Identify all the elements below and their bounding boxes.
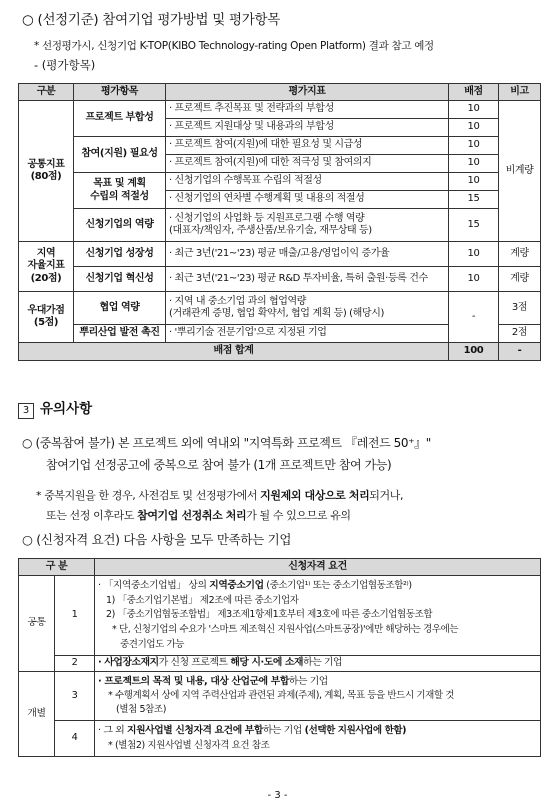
note-line2-post: 가 될 수 있으므로 유의 — [246, 509, 351, 522]
item-growth: 신청기업 성장성 — [74, 242, 166, 267]
score-r6: 15 — [449, 191, 499, 209]
para1-line2: 참여기업 선정공고에 중복으로 참여 불가 (1개 프로젝트만 참여 가능) — [46, 458, 392, 472]
req-4-bold2: (선택한 지원사업에 한함) — [304, 725, 407, 737]
item-project-fit: 프로젝트 부합성 — [74, 101, 166, 137]
score-r2: 10 — [449, 119, 499, 137]
req-1-sub3: * 단, 신청기업의 수요가 '스마트 제조혁신 지원사업(스마트공장)'에만 해당하는 경우에는 — [112, 624, 459, 636]
indicator-r1: · 프로젝트 추진목표 및 전략과의 부합성 — [166, 101, 449, 119]
header-score: 배점 — [449, 84, 499, 101]
req-number-4: 4 — [55, 721, 95, 756]
eligibility-table — [18, 558, 541, 757]
req-3-post: 하는 기업 — [288, 675, 328, 687]
req-1-sub2: 2) 「중소기업협동조합법」 제3조제1항제1호부터 제3호에 따른 중소기업협동조합 — [106, 609, 433, 621]
total-score: 100 — [449, 343, 499, 361]
score-r8: 10 — [449, 242, 499, 267]
indicator-r7: · 신청기업의 사업화 등 지원프로그램 수행 역량 (대표자/책임자, 주생산품/보유기술, 재무상태 등) — [166, 209, 449, 242]
req-1-sub4: 중견기업도 가능 — [120, 638, 185, 650]
group-bonus: 우대가점 (5점) — [19, 292, 74, 343]
item-collaboration: 협업 역량 — [74, 292, 166, 325]
page-number: - 3 - — [267, 790, 288, 801]
total-remark: - — [499, 343, 541, 361]
req-2-bold1: · 사업장소재지 — [98, 656, 159, 668]
req-2-post: 하는 기업 — [303, 656, 343, 668]
header-remark: 비고 — [499, 84, 541, 101]
indicator-r6: · 신청기업의 연차별 수행계획 및 내용의 적절성 — [166, 191, 449, 209]
indicator-r9: · 최근 3년('21~'23) 평균 R&D 투자비율, 특허 출원·등록 건수 — [166, 267, 449, 292]
req-1-pre: · 「지역중소기업법」 상의 — [98, 580, 210, 591]
score-r5: 10 — [449, 173, 499, 191]
item-capability: 신청기업의 역량 — [74, 209, 166, 242]
header-division: 구 분 — [19, 559, 95, 576]
score-bonus: - — [449, 292, 499, 343]
item-plan: 목표 및 계획 수립의 적절성 — [74, 173, 166, 209]
req-1-sub1: 1) 「중소기업기본법」 제2조에 따른 중소기업자 — [106, 594, 299, 606]
note-bold1: 지원제외 대상으로 처리 — [260, 489, 370, 502]
item-need: 참여(지원) 필요성 — [74, 137, 166, 173]
item-innovation: 신청기업 혁신성 — [74, 267, 166, 292]
req-4-pre: · 그 외 — [98, 725, 127, 737]
indicator-r10: · 지역 내 중소기업 과의 협업역량 (거래관계 증명, 협업 확약서, 협업 계획 등) (해당시) — [166, 292, 449, 325]
section-number-box: 3 — [18, 403, 34, 419]
indicator-r5: · 신청기업의 수행목표 수립의 적절성 — [166, 173, 449, 191]
total-label: 배점 합계 — [19, 343, 449, 361]
section-heading-selection-criteria: ○ (선정기준) 참여기업 평가방법 및 평가항목 — [22, 12, 280, 28]
remark-r9: 계량 — [499, 267, 541, 292]
req-2-mid: 가 신청 프로젝트 — [158, 656, 231, 668]
duplicate-note — [36, 486, 546, 526]
req-3-sub2: (별첨 5참조) — [116, 704, 167, 716]
req-4-bold: 지원사업별 신청자격 요건에 부합 — [127, 725, 263, 737]
group-common: 공통지표 (80점) — [19, 101, 74, 242]
indicator-r4: · 프로젝트 참여(지원)에 대한 적극성 및 참여의지 — [166, 155, 449, 173]
evaluation-items-subheading: - (평가항목) — [34, 58, 96, 72]
score-r3: 10 — [449, 137, 499, 155]
note-mid: 되거나, — [369, 489, 404, 502]
score-r1: 10 — [449, 101, 499, 119]
header-item: 평가항목 — [74, 84, 166, 101]
req-4-mid: 하는 기업 — [262, 725, 305, 737]
req-2-bold2: 해당 시·도에 소재 — [230, 656, 304, 668]
remark-r11: 2점 — [499, 325, 541, 343]
header-indicator: 평가지표 — [166, 84, 449, 101]
indicator-r8: · 최근 3년('21~'23) 평균 매출/고용/영업이익 증가율 — [166, 242, 449, 267]
duplicate-participation-paragraph — [22, 432, 542, 476]
section-heading-notes — [18, 397, 92, 419]
req-1-bold: 지역중소기업 — [209, 580, 264, 591]
indicator-r11: · '뿌리기술 전문기업'으로 지정된 기업 — [166, 325, 449, 343]
req-number-1: 1 — [55, 576, 95, 656]
group-individual-req: 개별 — [19, 671, 55, 756]
note-pre: * 중복지원을 한 경우, 사전검토 및 선정평가에서 — [36, 489, 261, 502]
req-3-sub1: * 수행계획서 상에 지역 주력산업과 관련된 과제(주제), 계획, 목표 등을 반드시 기재할 것 — [108, 689, 455, 701]
req-number-3: 3 — [55, 671, 95, 721]
evaluation-table — [18, 83, 541, 361]
remark-common: 비계량 — [499, 101, 541, 242]
header-requirements: 신청자격 요건 — [95, 559, 541, 576]
req-3 — [95, 671, 541, 721]
score-r9: 10 — [449, 267, 499, 292]
req-1-post: (중소기업¹⁾ 또는 중소기업협동조합²⁾) — [263, 580, 412, 591]
group-regional: 지역 자율지표 (20점) — [19, 242, 74, 292]
score-r4: 10 — [449, 155, 499, 173]
req-4 — [95, 721, 541, 756]
indicator-r3: · 프로젝트 참여(지원)에 대한 필요성 및 시급성 — [166, 137, 449, 155]
req-number-2: 2 — [55, 655, 95, 671]
para1-line1: ○ (중복참여 불가) 본 프로젝트 외에 역내외 "지역특화 프로젝트 『레전드 50⁺』" — [22, 436, 431, 450]
notes-title: 유의사항 — [40, 401, 93, 417]
header-category: 구분 — [19, 84, 74, 101]
req-2 — [95, 655, 541, 671]
note-bold2: 참여기업 선정취소 처리 — [137, 509, 247, 522]
remark-r8: 계량 — [499, 242, 541, 267]
item-root-industry: 뿌리산업 발전 촉진 — [74, 325, 166, 343]
score-r7: 15 — [449, 209, 499, 242]
req-4-sub1: * (별첨2) 지원사업별 신청자격 요건 참조 — [108, 739, 270, 751]
req-3-bold: · 프로젝트의 목적 및 내용, 대상 산업군에 부합 — [98, 675, 289, 687]
remark-r10: 3점 — [499, 292, 541, 325]
note-line2-pre: 또는 선정 이후라도 — [46, 509, 138, 522]
k-top-note: * 선정평가시, 신청기업 K-TOP(KIBO Technology-rating Open Platform) 결과 참고 예정 — [34, 40, 434, 52]
req-1 — [95, 576, 541, 656]
group-common-req: 공통 — [19, 576, 55, 672]
eligibility-heading: ○ (신청자격 요건) 다음 사항을 모두 만족하는 기업 — [22, 532, 292, 547]
indicator-r2: · 프로젝트 지원대상 및 내용과의 부합성 — [166, 119, 449, 137]
